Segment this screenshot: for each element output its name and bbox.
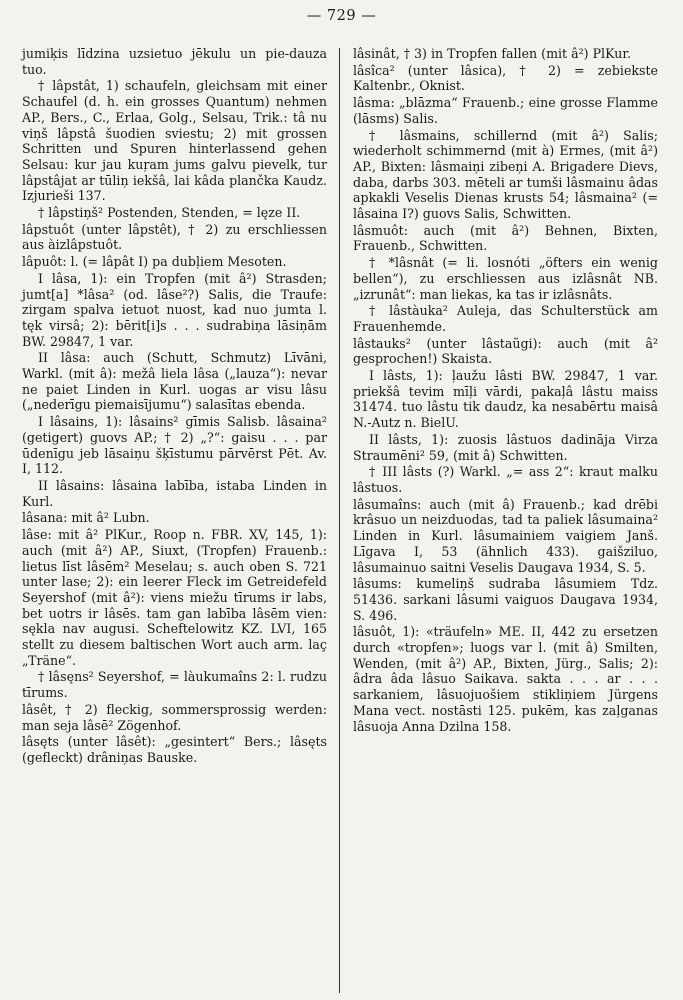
page-number: — 729 — — [306, 8, 377, 24]
dictionary-entry: jumiķis līdzina uzsietuo jēkulu un pie-dauza tuo. — [22, 46, 327, 77]
dictionary-entry: † III lâsts (?) Warkl. „= ass 2“: kraut malku lâstuos. — [353, 464, 658, 495]
left-column — [22, 46, 327, 767]
dictionary-entry: lâsana: mit â² Lubn. — [22, 510, 150, 526]
dictionary-entry: lâsums: kumeliņš sudraba lâsumiem Tdz. 51436. sarkani lâsumi vaiguos Daugava 1934, S. 496. — [353, 576, 658, 623]
dictionary-entry: † lâpstât, 1) schaufeln, gleichsam mit einer Schaufel (d. h. ein grosses Quantum) nehmen AP., Bers., C., Erlaa, Golg., Selsau, Trik.: tâ nu viņš lâpstâ šuodien sviestu; 2) mit grossen Schritten und Spuren hinterlassend gehen Selsau: kur jau kuŗam jums galvu pievelk, tur lâpstâjat ar tūliņ iekšâ, lai kâda plančka Kaudz. Izjurieši 137. — [22, 78, 327, 204]
dictionary-entry: lâsumaîns: auch (mit â) Frauenb.; kad drēbi krâsuo un neizduodas, tad ta paliek lâsumaina² Linden in Kurl. lâsumainiem vaigiem Janš. Līgava I, 53 (ähnlich 433). gaišziluo, lâsumainuo saitni Veselis Daugava 1934, S. 5. — [353, 496, 658, 575]
dictionary-entry: † lâsmains, schillernd (mit â²) Salis; wiederholt schimmernd (mit à) Ermes, (mit â²) AP., Bixten: lâsmaiņi zibeņi A. Brigadere Dievs, daba, darbs 303. mēteli ar tumši lâsmainu âdas apkakli Veselis Dienas krusts 54; lâsmaina² (= lâsaina I?) guovs Salis, Schwitten. — [353, 127, 658, 222]
dictionary-entry: lâsîca² (unter lâsica), † 2) = zebiekste Kaltenbr., Oknist. — [353, 62, 658, 94]
dictionary-entry: † *lâsnât (= li. losnóti „öfters ein wenig bellen“), zu erschliessen aus izlâsnât NB. „izrunât“: man liekas, ka tas ir izlâsnâts. — [353, 255, 658, 302]
dictionary-entry: lâsma: „blāzma“ Frauenb.; eine grosse Flamme (lāsms) Salis. — [353, 95, 658, 126]
dictionary-entry: lâsmuôt: auch (mit â²) Behnen, Bixten, Frauenb., Schwitten. — [353, 222, 658, 254]
dictionary-entry: I lâsa, 1): ein Tropfen (mit â²) Strasden; jumt[a] *lâsa² (od. lâse²?) Salis, die Traufe: zirgam spalva ietuot nuost, kad nuo jumta l. tęk virsâ; 2): bērit[i]s . . . sudrabiņa lāsiņām BW. 29847, 1 var. — [22, 270, 327, 349]
dictionary-entry: lâpstuôt (unter lâpstêt), † 2) zu erschliessen aus àizlâpstuôt. — [22, 221, 327, 253]
dictionary-entry: lâsęts (unter lâsêt): „gesintert“ Bers.; lâsęts (gefleckt) drâniņas Bauske. — [22, 734, 327, 765]
dictionary-entry: II lâsains: lâsaina labība, istaba Linden in Kurl. — [22, 477, 327, 509]
dictionary-entry: I lâsts, 1): ļaužu lâsti BW. 29847, 1 var. priekšâ tevim mīļi vārdi, pakaļâ lâstu maiss 31474. tuo lâstu tik daudz, ka nesabērtu maisâ N.-Autz n. BielU. — [353, 368, 658, 431]
dictionary-entry: lâstauks² (unter lâstaũgi): auch (mit â² gesprochen!) Skaista. — [353, 335, 658, 367]
dictionary-entry: lâsuôt, 1): «träufeln» ME. II, 442 zu ersetzen durch «tropfen»; luogs var l. (mit â) Smilten, Wenden, (mit â²) AP., Bixten, Jürg., Salis; 2): âdra âda lâsuo Saikava. sakta . . . ar . . . sarkaniem, lâsuojuošiem stikliņiem Jürgens Mana vect. nostāsti 125. pukēm, kas zaļganas lâsuoja Anna Dzilna 158. — [353, 624, 658, 734]
dictionary-entry: † lâpstiņš² Postenden, Stenden, = lęze II. — [38, 205, 301, 221]
dictionary-entry: lâsêt, † 2) fleckig, sommersprossig werden: man seja lâsē² Zögenhof. — [22, 701, 327, 733]
dictionary-entry: † lâsęns² Seyershof, = làukumaîns 2: l. rudzu tīrums. — [22, 669, 327, 701]
dictionary-entry: II lâsa: auch (Schutt, Schmutz) Līvāni, Warkl. (mit â): mežâ liela lâsa („lauza“): nevar ne paiet Linden in Kurl. uogas ar visu lâsu („nederīgu piemaisījumu“) salasītas ebenda. — [22, 350, 327, 413]
dictionary-entry: I lâsains, 1): lâsains² gīmis Salisb. lâsaina² (getigert) guovs AP.; † 2) „?“: gaisu . . . par ūdenīgu jeb lāsaiņu šķīstumu pārvērst Pēt. Av. I, 112. — [22, 414, 327, 477]
dictionary-entry: lâpuôt: l. (= lâpât I) pa dubļiem Mesoten. — [22, 254, 287, 270]
dictionary-entry: II lâsts, 1): zuosis lâstuos dadināja Virza Straumēni² 59, (mit â) Schwitten. — [353, 431, 658, 463]
right-column — [353, 46, 658, 735]
dictionary-entry: † lâstàuka² Auleja, das Schulterstück am Frauenhemde. — [353, 303, 658, 334]
dictionary-entry: lâsinât, † 3) in Tropfen fallen (mit â²) PlKur. — [353, 46, 631, 61]
column-divider — [339, 48, 340, 993]
dictionary-entry: lâse: mit â² PlKur., Roop n. FBR. XV, 145, 1): auch (mit â²) AP., Siuxt, (Tropfen) Frauenb.: lietus līst lâsēm² Meselau; s. auch oben S. 721 unter lase; 2): ein leerer Fleck im Getreidefeld Seyershof (mit â²): viens miežu tīrums ir labs, bet uotrs ir lâsēs. tam gan labība lâsēm vien: sękla nav augusi. Scheftelowitz KZ. LVI, 165 stellt zu diesem baltischen Wort auch arm. laç „Träne“. — [22, 527, 327, 668]
